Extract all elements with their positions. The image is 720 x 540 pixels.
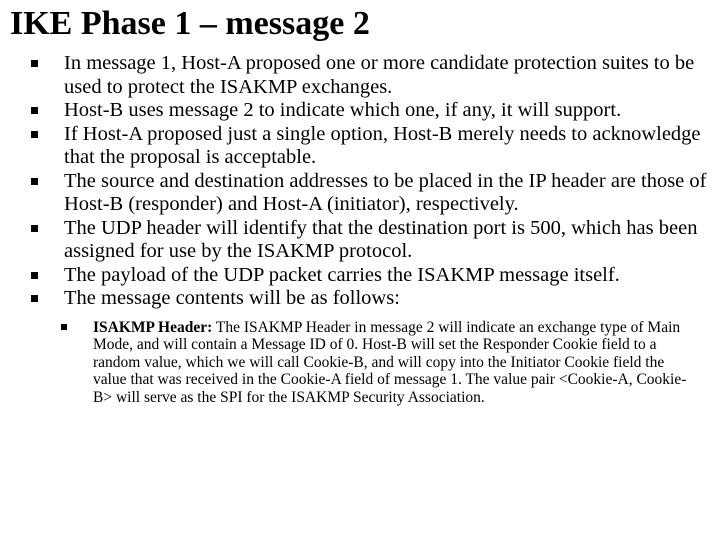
slide-title: IKE Phase 1 – message 2 <box>10 5 370 42</box>
bullet-text: The payload of the UDP packet carries the ISAKMP message itself. <box>64 263 620 286</box>
bullet-text: The UDP header will identify that the destination port is 500, which has been assigned for use by the ISAKMP protocol. <box>64 216 698 262</box>
bullet-item <box>0 217 720 264</box>
sub-bullet-text <box>93 319 693 407</box>
bullet-square-icon <box>31 295 38 302</box>
bullet-item <box>0 287 720 311</box>
bullet-item <box>0 170 720 217</box>
sub-bullet-label: ISAKMP Header: <box>93 318 213 336</box>
bullet-square-icon <box>31 178 38 185</box>
bullet-item <box>0 264 720 288</box>
bullet-square-icon <box>31 60 38 67</box>
bullet-square-icon <box>31 272 38 279</box>
bullet-square-icon <box>31 131 38 138</box>
bullet-text: The source and destination addresses to be placed in the IP header are those of Host-B (responder) and Host-A (initiator), respectively. <box>64 169 707 215</box>
bullet-item <box>0 99 720 123</box>
bullet-item <box>0 123 720 170</box>
bullet-square-icon <box>31 107 38 114</box>
bullet-item <box>0 52 720 99</box>
sub-bullet-body: The ISAKMP Header in message 2 will indicate an exchange type of Main Mode, and will contain a Message ID of 0. Host-B will set the Responder Cookie field to a random value, which we will call Cookie-B, and will copy into the Initiator Cookie field the value that was received in the Cookie-A field of message 1. The value pair <Cookie-A, Cookie-B> will serve as the SPI for the ISAKMP Security Association. <box>93 318 687 406</box>
bullet-list <box>0 52 720 406</box>
bullet-text: Host-B uses message 2 to indicate which one, if any, it will support. <box>64 99 622 121</box>
sub-bullet-square-icon <box>61 324 67 330</box>
sub-bullet-item <box>0 319 720 407</box>
bullet-text: The message contents will be as follows: <box>64 287 400 309</box>
bullet-text: In message 1, Host-A proposed one or more candidate protection suites to be used to protect the ISAKMP exchanges. <box>64 52 695 98</box>
bullet-text: If Host-A proposed just a single option, Host-B merely needs to acknowledge that the proposal is acceptable. <box>64 122 701 168</box>
bullet-square-icon <box>31 225 38 232</box>
